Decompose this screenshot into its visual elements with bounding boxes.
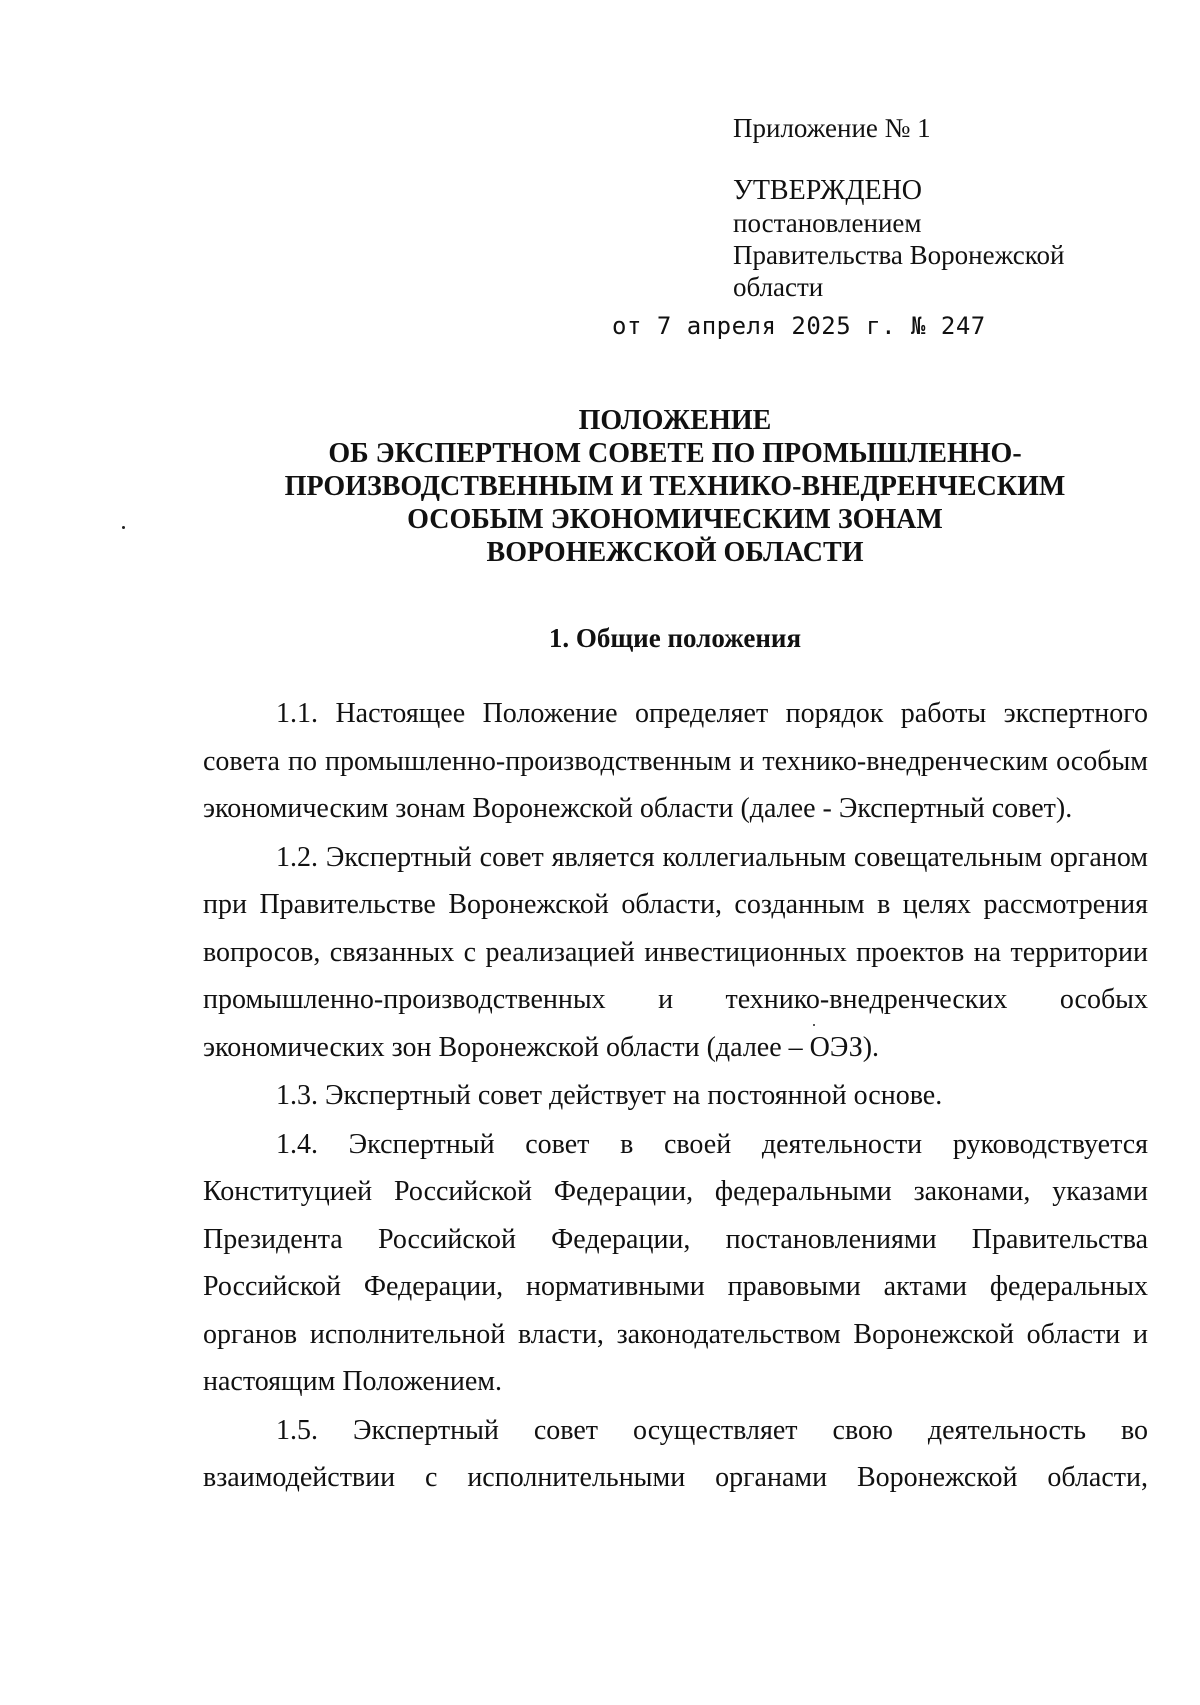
approval-block (733, 112, 1153, 303)
approval-line: области (733, 272, 824, 302)
scan-speck (813, 1024, 815, 1026)
body-text (203, 690, 1148, 1503)
title-line: ОСОБЫМ ЭКОНОМИЧЕСКИМ ЗОНАМ (407, 504, 943, 535)
approval-line: Правительства Воронежской (733, 240, 1065, 270)
document-title (200, 404, 1150, 569)
paragraph-1-2: 1.2. Экспертный совет является коллегиальным совещательным органом при Правительстве Воронежской области, созданным в целях рассмотрения вопросов, связанных с реализацией инвестиционных проектов на территории промышленно-производственных и технико-внедренческих особых экономических зон Воронежской области (далее – ОЭЗ). (203, 841, 1148, 1063)
paragraph-1-5: 1.5. Экспертный совет осуществляет свою деятельность во взаимодействии с исполнительными органами Воронежской области, (203, 1414, 1148, 1493)
annex-label: Приложение № 1 (733, 113, 931, 143)
title-line: ВОРОНЕЖСКОЙ ОБЛАСТИ (486, 537, 864, 568)
scan-speck (122, 526, 125, 529)
approval-line: постановлением (733, 208, 922, 238)
title-line: ПРОИЗВОДСТВЕННЫМ И ТЕХНИКО-ВНЕДРЕНЧЕСКИМ (284, 471, 1066, 502)
paragraph-1-3: 1.3. Экспертный совет действует на постоянной основе. (276, 1080, 943, 1111)
title-line: ОБ ЭКСПЕРТНОМ СОВЕТЕ ПО ПРОМЫШЛЕННО- (328, 438, 1022, 469)
paragraph-1-4: 1.4. Экспертный совет в своей деятельности руководствуется Конституцией Российской Федерации, федеральными законами, указами Президента Российской Федерации, постановлениями Правительства Российской Федерации, нормативными правовыми актами федеральных органов исполнительной власти, законодательством Воронежской области и настоящим Положением. (203, 1128, 1148, 1397)
paragraph-1-1: 1.1. Настоящее Положение определяет порядок работы экспертного совета по промышленно-производственным и технико-внедренческим особым экономическим зонам Воронежской области (далее - Экспертный совет). (203, 698, 1148, 824)
approved-stamp: УТВЕРЖДЕНО (733, 175, 923, 206)
title-line: ПОЛОЖЕНИЕ (578, 405, 772, 436)
decree-date-number: от 7 апреля 2025 г. № 247 (612, 312, 986, 340)
section-heading: 1. Общие положения (548, 623, 802, 653)
